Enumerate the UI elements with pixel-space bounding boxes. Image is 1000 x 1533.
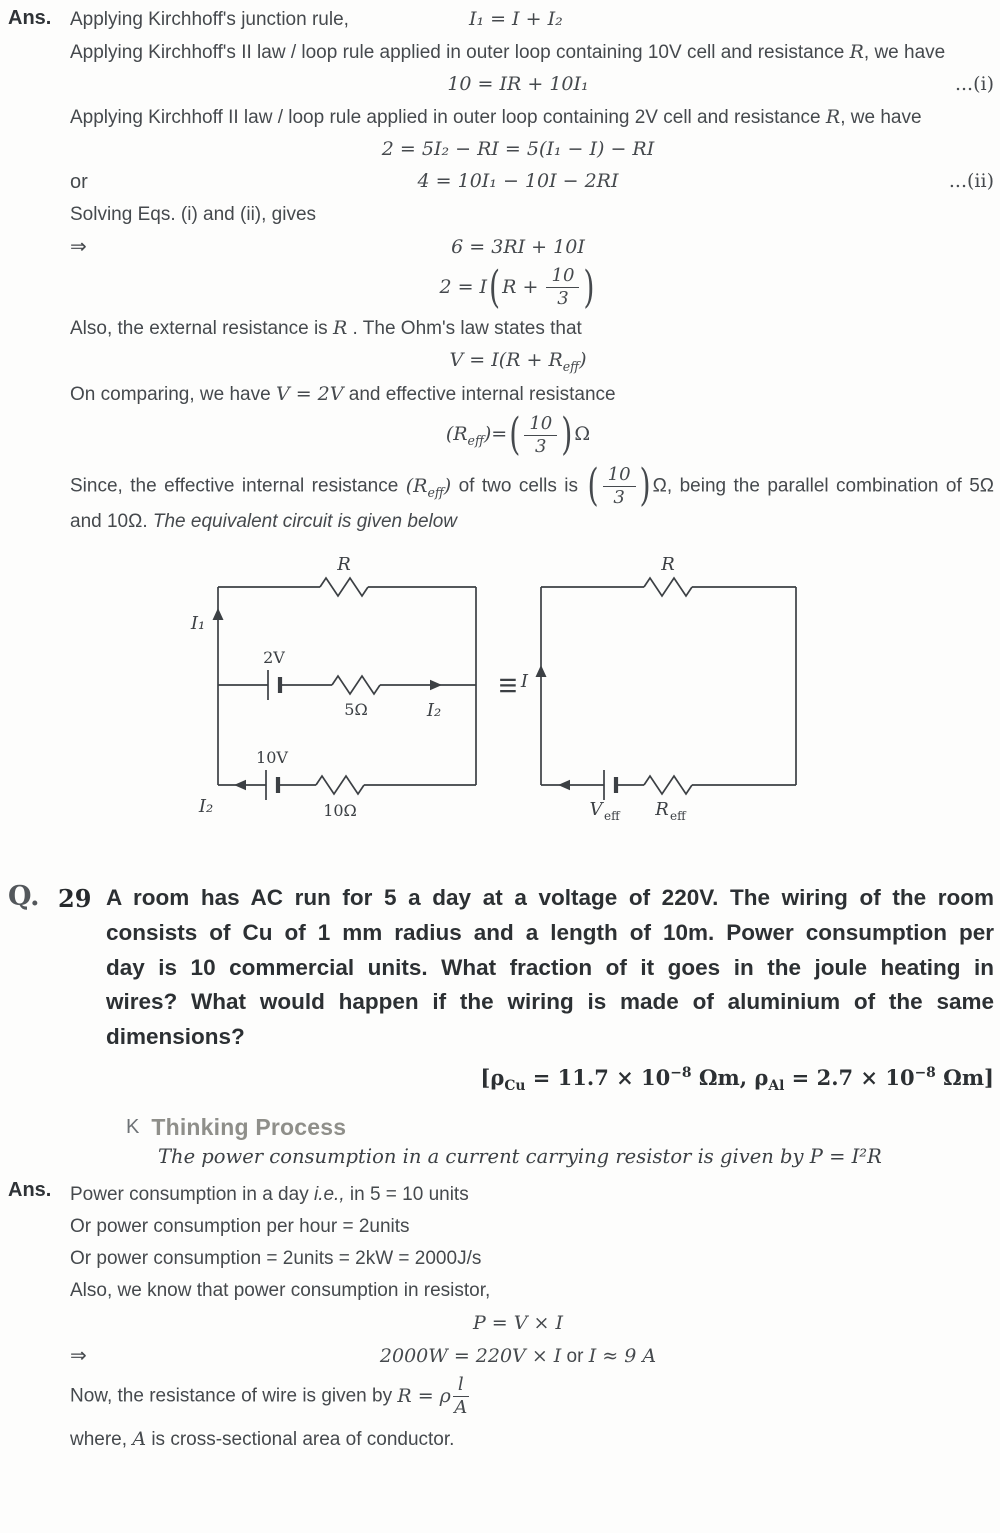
paragraph-comparing-tail: and effective internal resistance: [343, 384, 616, 406]
since-reff-post: ): [443, 474, 452, 497]
equation-p-center: [112, 1310, 924, 1338]
values-rho-al: Ωm, ρ: [691, 1065, 769, 1091]
equation-ii-tag: ...(ii): [948, 170, 994, 193]
subscript-cu: Cu: [504, 1078, 526, 1095]
label-i: I: [520, 670, 528, 692]
equation-reff: [445, 408, 591, 460]
resistor-symbol-5ohm: [332, 676, 380, 694]
question-given-values: [106, 1065, 994, 1094]
fraction-denominator-3: 3: [613, 487, 625, 509]
since-fraction-group: [585, 459, 652, 512]
equivalent-circuit-figure: [8, 553, 994, 855]
implies-arrow-2: ⇒: [70, 1345, 87, 1368]
resistor-symbol-reff: [644, 776, 692, 794]
equation-ohm-post: ): [579, 349, 587, 372]
equation-5-center: [112, 261, 924, 313]
question-body: [106, 881, 994, 1095]
power-day-line: [70, 1180, 994, 1210]
current-arrow-i1-up: [213, 608, 224, 620]
values-rho-cu: [ρ: [480, 1065, 505, 1091]
equation-i-row: [70, 71, 994, 99]
thinking-note-text: The power consumption in a current carrying resistor is given by: [158, 1145, 810, 1169]
current-arrow-i-up: [536, 665, 547, 677]
label-r-right: R: [661, 553, 675, 575]
paragraph-loop-2v-tail: , we have: [840, 106, 922, 128]
since-text-e: Ω, being the parallel combination of 5Ω and 10Ω.: [70, 475, 994, 533]
equation-reff-omega: Ω: [574, 423, 591, 446]
fraction-l-a: [453, 1375, 469, 1418]
label-i1: I₁: [190, 612, 206, 634]
circuit-diagram: [176, 553, 826, 849]
label-veff-main: V: [589, 798, 603, 820]
equation-ii: 4 = 10I₁ − 10I − 2RI: [417, 170, 619, 193]
answer-block-1: [8, 6, 994, 539]
power-watts-line: Or power consumption = 2units = 2kW = 2000J/s: [70, 1248, 482, 1270]
paragraph-loop-2v: [70, 103, 994, 133]
ie-italic: i.e.,: [313, 1184, 345, 1206]
answer-body-2: [70, 1178, 994, 1457]
question-number: 29: [58, 883, 92, 913]
values-al-number: = 2.7 × 10: [784, 1065, 915, 1091]
equation-i-tag: ...(i): [954, 73, 994, 96]
superscript-minus8-b: −8: [914, 1065, 936, 1082]
equation-current-b: I ≈ 9 A: [588, 1344, 657, 1367]
subscript-eff: eff: [562, 358, 580, 374]
or-label: or: [70, 170, 88, 193]
label-10ohm: 10Ω: [323, 800, 357, 820]
equation-2-row: [70, 136, 994, 164]
fraction-numerator-2: 10: [524, 414, 557, 436]
close-paren-2: ): [561, 408, 573, 460]
paragraph-comparing-text: On comparing, we have: [70, 384, 276, 406]
left-circuit-labels: [190, 554, 441, 820]
open-paren-2: (: [509, 408, 521, 460]
close-paren: ): [583, 261, 595, 313]
equation-i-center: [112, 71, 924, 99]
paragraph-since: [70, 459, 994, 537]
equation-ohm-row: [70, 347, 994, 376]
resistor-symbol-r: [320, 578, 368, 596]
variable-r-2: R: [825, 105, 841, 128]
equation-5: [439, 261, 596, 313]
fraction-numerator-l: l: [453, 1375, 469, 1397]
equation-ohm-pre: V = I(R + R: [449, 349, 563, 372]
question-text: A room has AC run for 5 a day at a voltage of 220V. The wiring of the room consists of Cu of 1 mm radius and a length of 10m. Power consumption per day is 10 commercial units. What fraction of it goes in the joule heating in wires? What would happen if the wiring is made of aluminium of the same dimensions?: [106, 884, 994, 1050]
fraction-denominator-a: A: [454, 1397, 468, 1419]
thinking-process-title: Thinking Process: [151, 1114, 347, 1141]
equation-ohm: [449, 349, 587, 374]
label-i2-mid: I₂: [426, 699, 442, 721]
area-definition-tail: is cross-sectional area of conductor.: [146, 1429, 455, 1451]
right-circuit-wires: [541, 578, 796, 800]
thinking-process-header: [126, 1114, 994, 1141]
since-reff-pre: (R: [405, 474, 428, 497]
paragraph-external-text: Also, the external resistance is: [70, 317, 333, 339]
answer-label-2: Ans.: [8, 1179, 52, 1202]
equation-ii-center: [112, 168, 924, 196]
equation-5-pre: 2 = I: [439, 275, 488, 298]
equation-reff-row: [70, 408, 994, 460]
fraction-10-3-b: [524, 414, 557, 457]
label-10v: 10V: [256, 747, 288, 767]
equivalence-sign: ≡: [498, 666, 518, 703]
label-veff-sub: eff: [604, 808, 620, 823]
paragraph-loop-10v-tail: , we have: [863, 41, 946, 63]
open-paren: (: [489, 261, 501, 313]
solving-line: Solving Eqs. (i) and (ii), gives: [70, 203, 317, 225]
variable-r-3: R: [332, 316, 348, 339]
area-definition-pre: where,: [70, 1429, 133, 1451]
paragraph-comparing: [70, 380, 994, 410]
power-resistor-line: Also, we know that power consumption in resistor,: [70, 1280, 491, 1302]
fraction-10-3-c: [603, 465, 636, 508]
thinking-process-note: [158, 1145, 994, 1168]
junction-rule-line: [70, 6, 994, 34]
resistor-symbol-r-right: [644, 578, 692, 596]
equation-ohm-center: [112, 347, 924, 376]
junction-rule-text: Applying Kirchhoff's junction rule,: [70, 9, 349, 30]
fraction-denominator-2: 3: [535, 435, 547, 457]
resistance-formula: [397, 1374, 470, 1419]
label-5ohm: 5Ω: [344, 699, 368, 719]
paragraph-loop-2v-text: Applying Kirchhoff II law / loop rule applied in outer loop containing 2V cell and resistance: [70, 106, 826, 128]
values-closing: Ωm]: [935, 1065, 994, 1091]
thinking-process-icon: K: [126, 1116, 140, 1139]
since-text-a: Since, the effective internal resistance: [70, 475, 406, 497]
answer-block-2: [8, 1178, 994, 1457]
power-day-text: Power consumption in a day: [70, 1184, 314, 1206]
paragraph-loop-10v-text: Applying Kirchhoff's II law / loop rule applied in outer loop containing 10V cell and resistance: [70, 41, 850, 63]
resistance-formula-pre: R = ρ: [397, 1384, 451, 1407]
resistance-wire-line: [70, 1375, 994, 1418]
implies-arrow: ⇒: [70, 236, 87, 259]
equation-reff-pre: (R: [445, 423, 468, 446]
equation-i: 10 = IR + 10I₁: [447, 73, 589, 96]
equation-current-row: [70, 1342, 994, 1371]
label-reff-main: R: [655, 798, 669, 820]
open-paren-3: (: [587, 459, 599, 512]
resistor-symbol-10ohm: [316, 776, 364, 794]
fraction-numerator: 10: [546, 266, 579, 288]
answer-label: Ans.: [8, 7, 52, 29]
equation-current-or: or: [561, 1345, 589, 1367]
equation-4-row: [70, 233, 994, 262]
answer-body: [70, 6, 994, 539]
equation-p-row: [70, 1310, 994, 1338]
label-reff-sub: eff: [670, 808, 686, 823]
equation-4-center: [112, 234, 924, 262]
current-arrow-i2-right: [430, 680, 442, 690]
subscript-eff-2: eff: [467, 433, 484, 449]
fraction-10-3: [546, 266, 579, 309]
power-day-tail: in 5 = 10 units: [344, 1184, 469, 1206]
fraction-numerator-3: 10: [603, 465, 636, 487]
since-italic-note: The equivalent circuit is given below: [152, 511, 458, 533]
area-definition-line: [70, 1424, 994, 1455]
superscript-minus8-a: −8: [670, 1065, 692, 1082]
label-2v: 2V: [263, 647, 285, 667]
since-reff: [405, 474, 452, 500]
junction-rule-equation: I₁ = I + I₂: [468, 8, 563, 30]
equation-p: P = V × I: [472, 1312, 563, 1335]
label-r-left: R: [337, 553, 351, 575]
variable-a: A: [132, 1428, 147, 1451]
equation-2: 2 = 5I₂ − RI = 5(I₁ − I) − RI: [381, 138, 655, 161]
paragraph-external-tail: . The Ohm's law states that: [347, 317, 582, 339]
inline-eq-v2v: V = 2V: [275, 383, 344, 406]
equation-5-inner: R +: [502, 275, 545, 298]
equation-reff-mid: )=: [483, 423, 508, 446]
equation-ii-row: [70, 168, 994, 197]
equation-current-a: 2000W = 220V × I: [379, 1344, 562, 1367]
resistance-wire-text: Now, the resistance of wire is given by: [70, 1385, 398, 1407]
label-i2-bottom: I₂: [198, 795, 214, 817]
equation-4: 6 = 3RI + 10I: [451, 235, 585, 258]
variable-r: R: [849, 40, 864, 63]
current-arrow-i2-left: [234, 780, 246, 790]
paragraph-loop-10v: [70, 38, 994, 68]
question-label: Q.: [8, 880, 40, 912]
paragraph-external-resistance: [70, 314, 994, 344]
power-hour-line: Or power consumption per hour = 2units: [70, 1216, 410, 1238]
equation-2-center: [112, 136, 924, 164]
subscript-al: Al: [768, 1078, 785, 1095]
since-text-d: of two cells is: [451, 475, 586, 497]
subscript-eff-3: eff: [427, 484, 444, 500]
equation-5-row: [70, 261, 994, 313]
fraction-denominator: 3: [557, 288, 569, 310]
current-arrow-left-bottom: [558, 780, 570, 790]
thinking-note-equation: P = I²R: [809, 1145, 882, 1169]
left-circuit-arrows: [213, 608, 443, 790]
equation-current-center: [112, 1343, 924, 1371]
close-paren-3: ): [639, 459, 651, 512]
equation-reff-center: [112, 408, 924, 460]
values-cu-number: = 11.7 × 10: [525, 1065, 671, 1091]
question-29-block: [8, 881, 994, 1095]
